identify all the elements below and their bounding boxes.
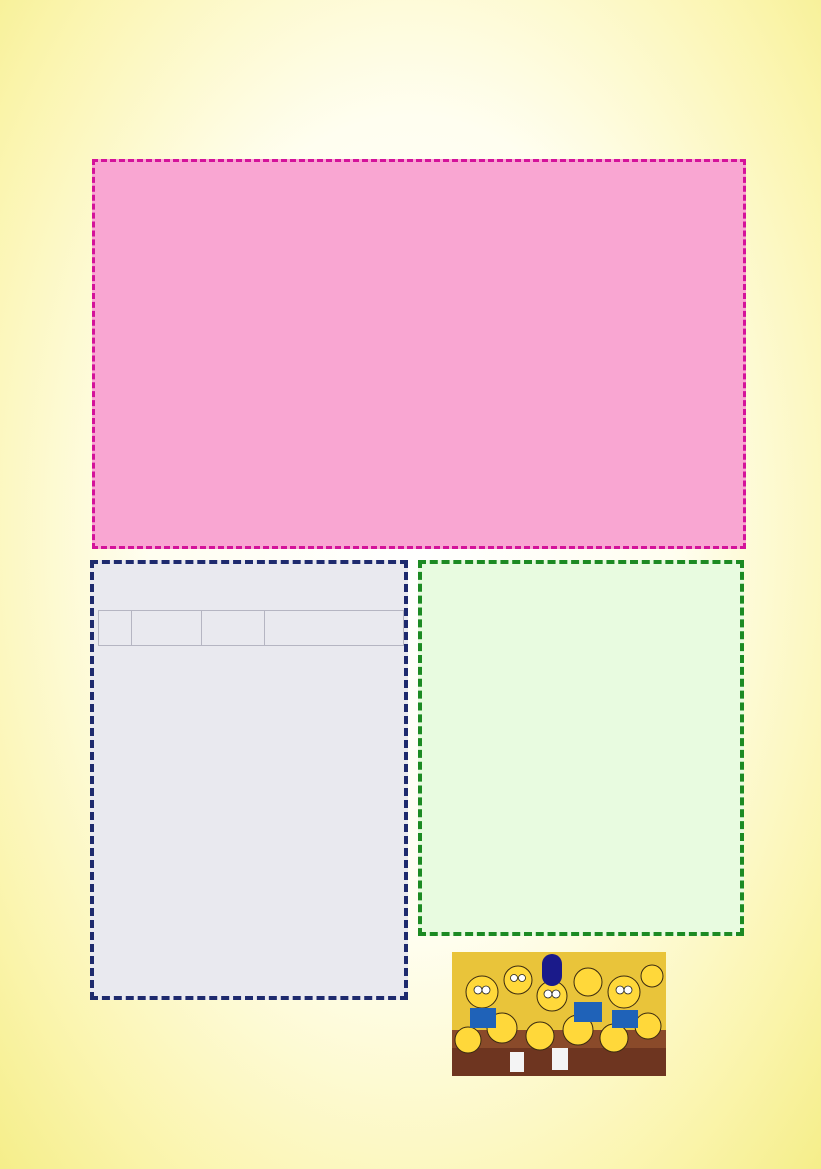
page-title — [90, 70, 750, 148]
exercise-panel — [418, 560, 744, 936]
second-conditional-panel — [92, 159, 746, 549]
col-certainty — [264, 611, 403, 646]
col-if — [99, 611, 132, 646]
modal-table — [98, 610, 404, 646]
col-condition — [131, 611, 201, 646]
simpsons-cinema-picture — [452, 952, 666, 1076]
modal-verbs-panel — [90, 560, 408, 1000]
col-result — [201, 611, 264, 646]
